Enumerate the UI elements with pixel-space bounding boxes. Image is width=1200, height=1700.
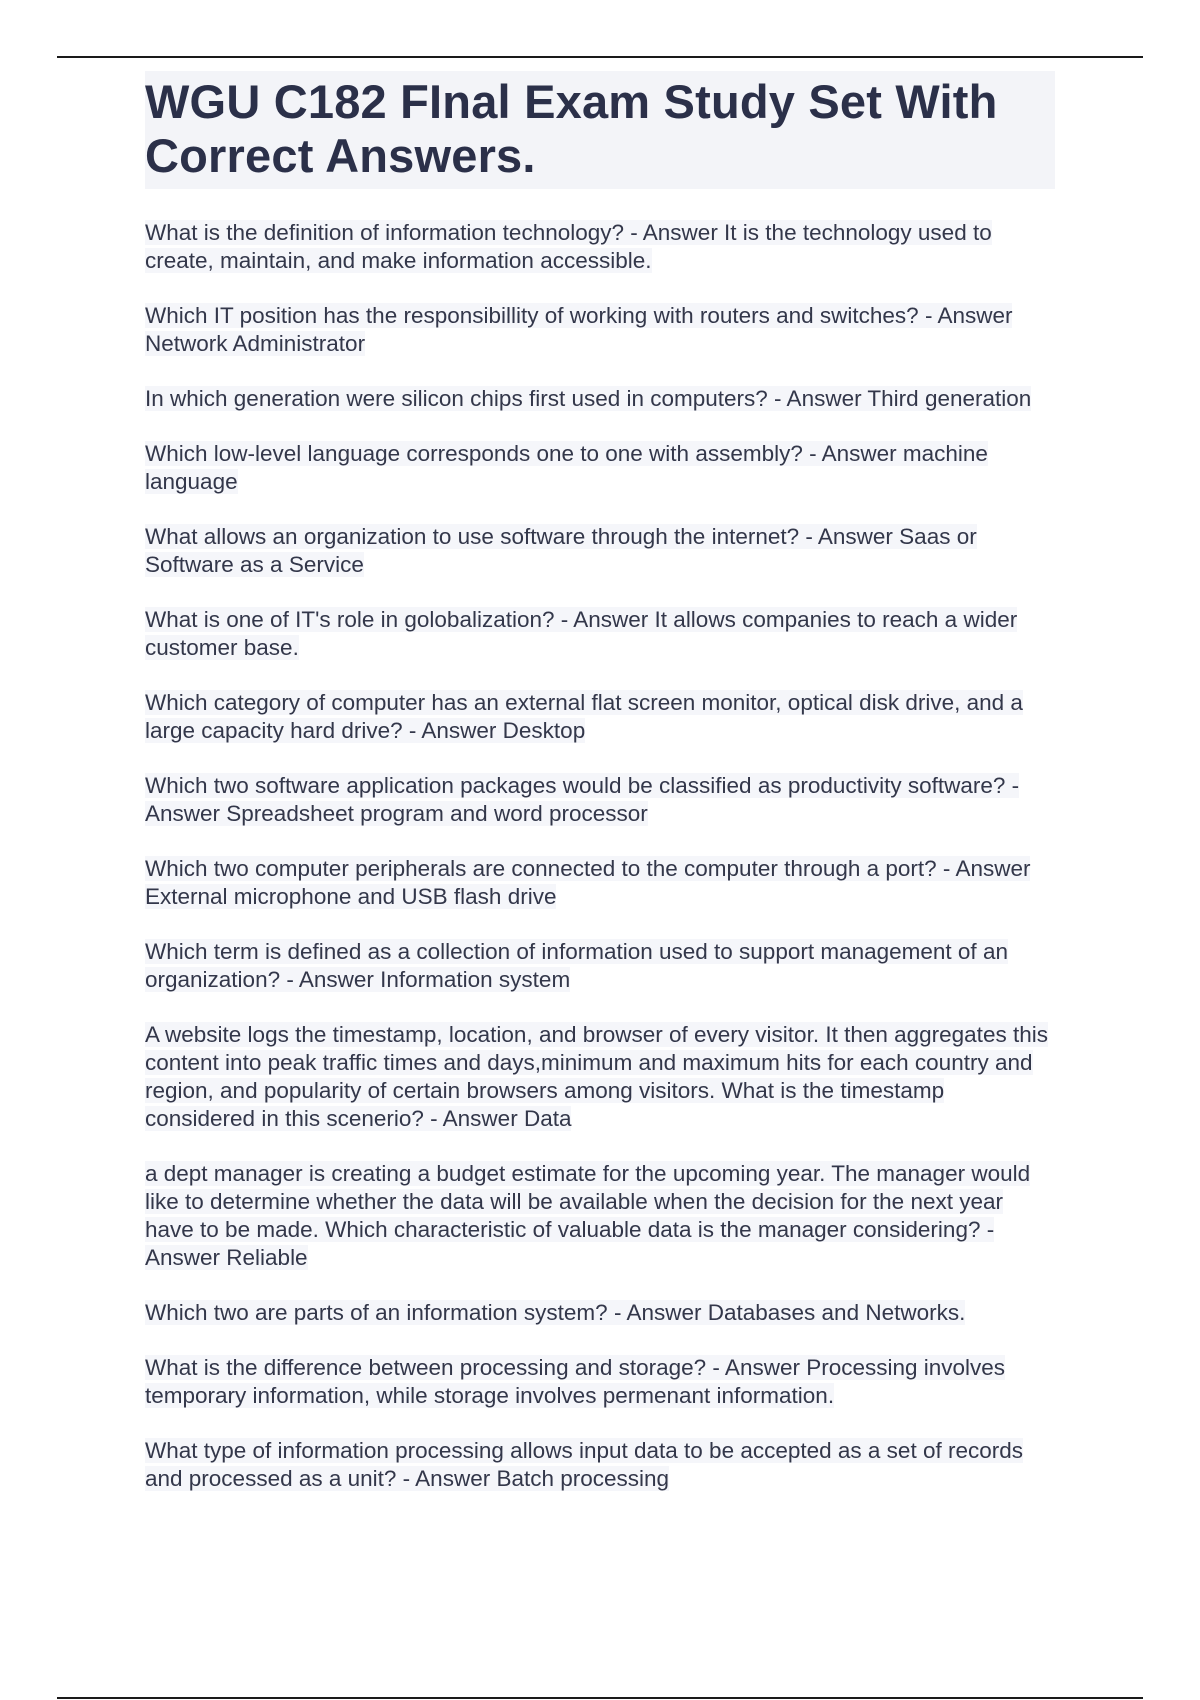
- qa-text: In which generation were silicon chips first used in computers? - Answer Third generation: [145, 386, 1032, 411]
- qa-item: [145, 219, 1055, 275]
- qa-item: [145, 523, 1055, 579]
- qa-text: What is the difference between processing and storage? - Answer Processing involves temporary information, while storage involves permenant information.: [145, 1355, 1006, 1408]
- qa-item: [145, 440, 1055, 496]
- qa-text: What allows an organization to use software through the internet? - Answer Saas or Software as a Service: [145, 524, 977, 577]
- qa-text: What type of information processing allows input data to be accepted as a set of records and processed as a unit? - Answer Batch processing: [145, 1438, 1023, 1491]
- qa-item: [145, 938, 1055, 994]
- qa-text: Which category of computer has an external flat screen monitor, optical disk drive, and a large capacity hard drive? - Answer Desktop: [145, 690, 1023, 743]
- bottom-divider: [57, 1697, 1143, 1699]
- qa-text: a dept manager is creating a budget estimate for the upcoming year. The manager would like to determine whether the data will be available when the decision for the next year have to be made. Which characteristic of valuable data is the manager considering? - Answer Reliable: [145, 1161, 1031, 1270]
- qa-text: Which two are parts of an information system? - Answer Databases and Networks.: [145, 1300, 966, 1325]
- qa-text: Which two software application packages would be classified as productivity software? - Answer Spreadsheet program and word processor: [145, 773, 1020, 826]
- qa-text: Which term is defined as a collection of information used to support management of an organization? - Answer Information system: [145, 939, 1008, 992]
- qa-text: Which two computer peripherals are connected to the computer through a port? - Answer External microphone and USB flash drive: [145, 856, 1031, 909]
- qa-item: [145, 606, 1055, 662]
- qa-item: [145, 1354, 1055, 1410]
- document-body: [145, 71, 1055, 1520]
- qa-text: A website logs the timestamp, location, and browser of every visitor. It then aggregates this content into peak traffic times and days,minimum and maximum hits for each country and region, and popularity of certain browsers among visitors. What is the timestamp considered in this scenerio? - Answer Data: [145, 1022, 1048, 1131]
- qa-item: [145, 1437, 1055, 1493]
- top-divider: [57, 56, 1143, 58]
- qa-list: [145, 219, 1055, 1493]
- qa-text: Which IT position has the responsibillity of working with routers and switches? - Answer Network Administrator: [145, 303, 1013, 356]
- qa-item: [145, 1021, 1055, 1133]
- qa-item: [145, 1160, 1055, 1272]
- qa-item: [145, 855, 1055, 911]
- qa-item: [145, 302, 1055, 358]
- qa-item: [145, 1299, 1055, 1327]
- qa-text: Which low-level language corresponds one to one with assembly? - Answer machine language: [145, 441, 988, 494]
- document-title: WGU C182 FInal Exam Study Set With Correct Answers.: [145, 71, 1055, 189]
- qa-text: What is the definition of information technology? - Answer It is the technology used to create, maintain, and make information accessible.: [145, 220, 992, 273]
- qa-item: [145, 689, 1055, 745]
- qa-text: What is one of IT's role in golobalization? - Answer It allows companies to reach a wider customer base.: [145, 607, 1018, 660]
- qa-item: [145, 385, 1055, 413]
- qa-item: [145, 772, 1055, 828]
